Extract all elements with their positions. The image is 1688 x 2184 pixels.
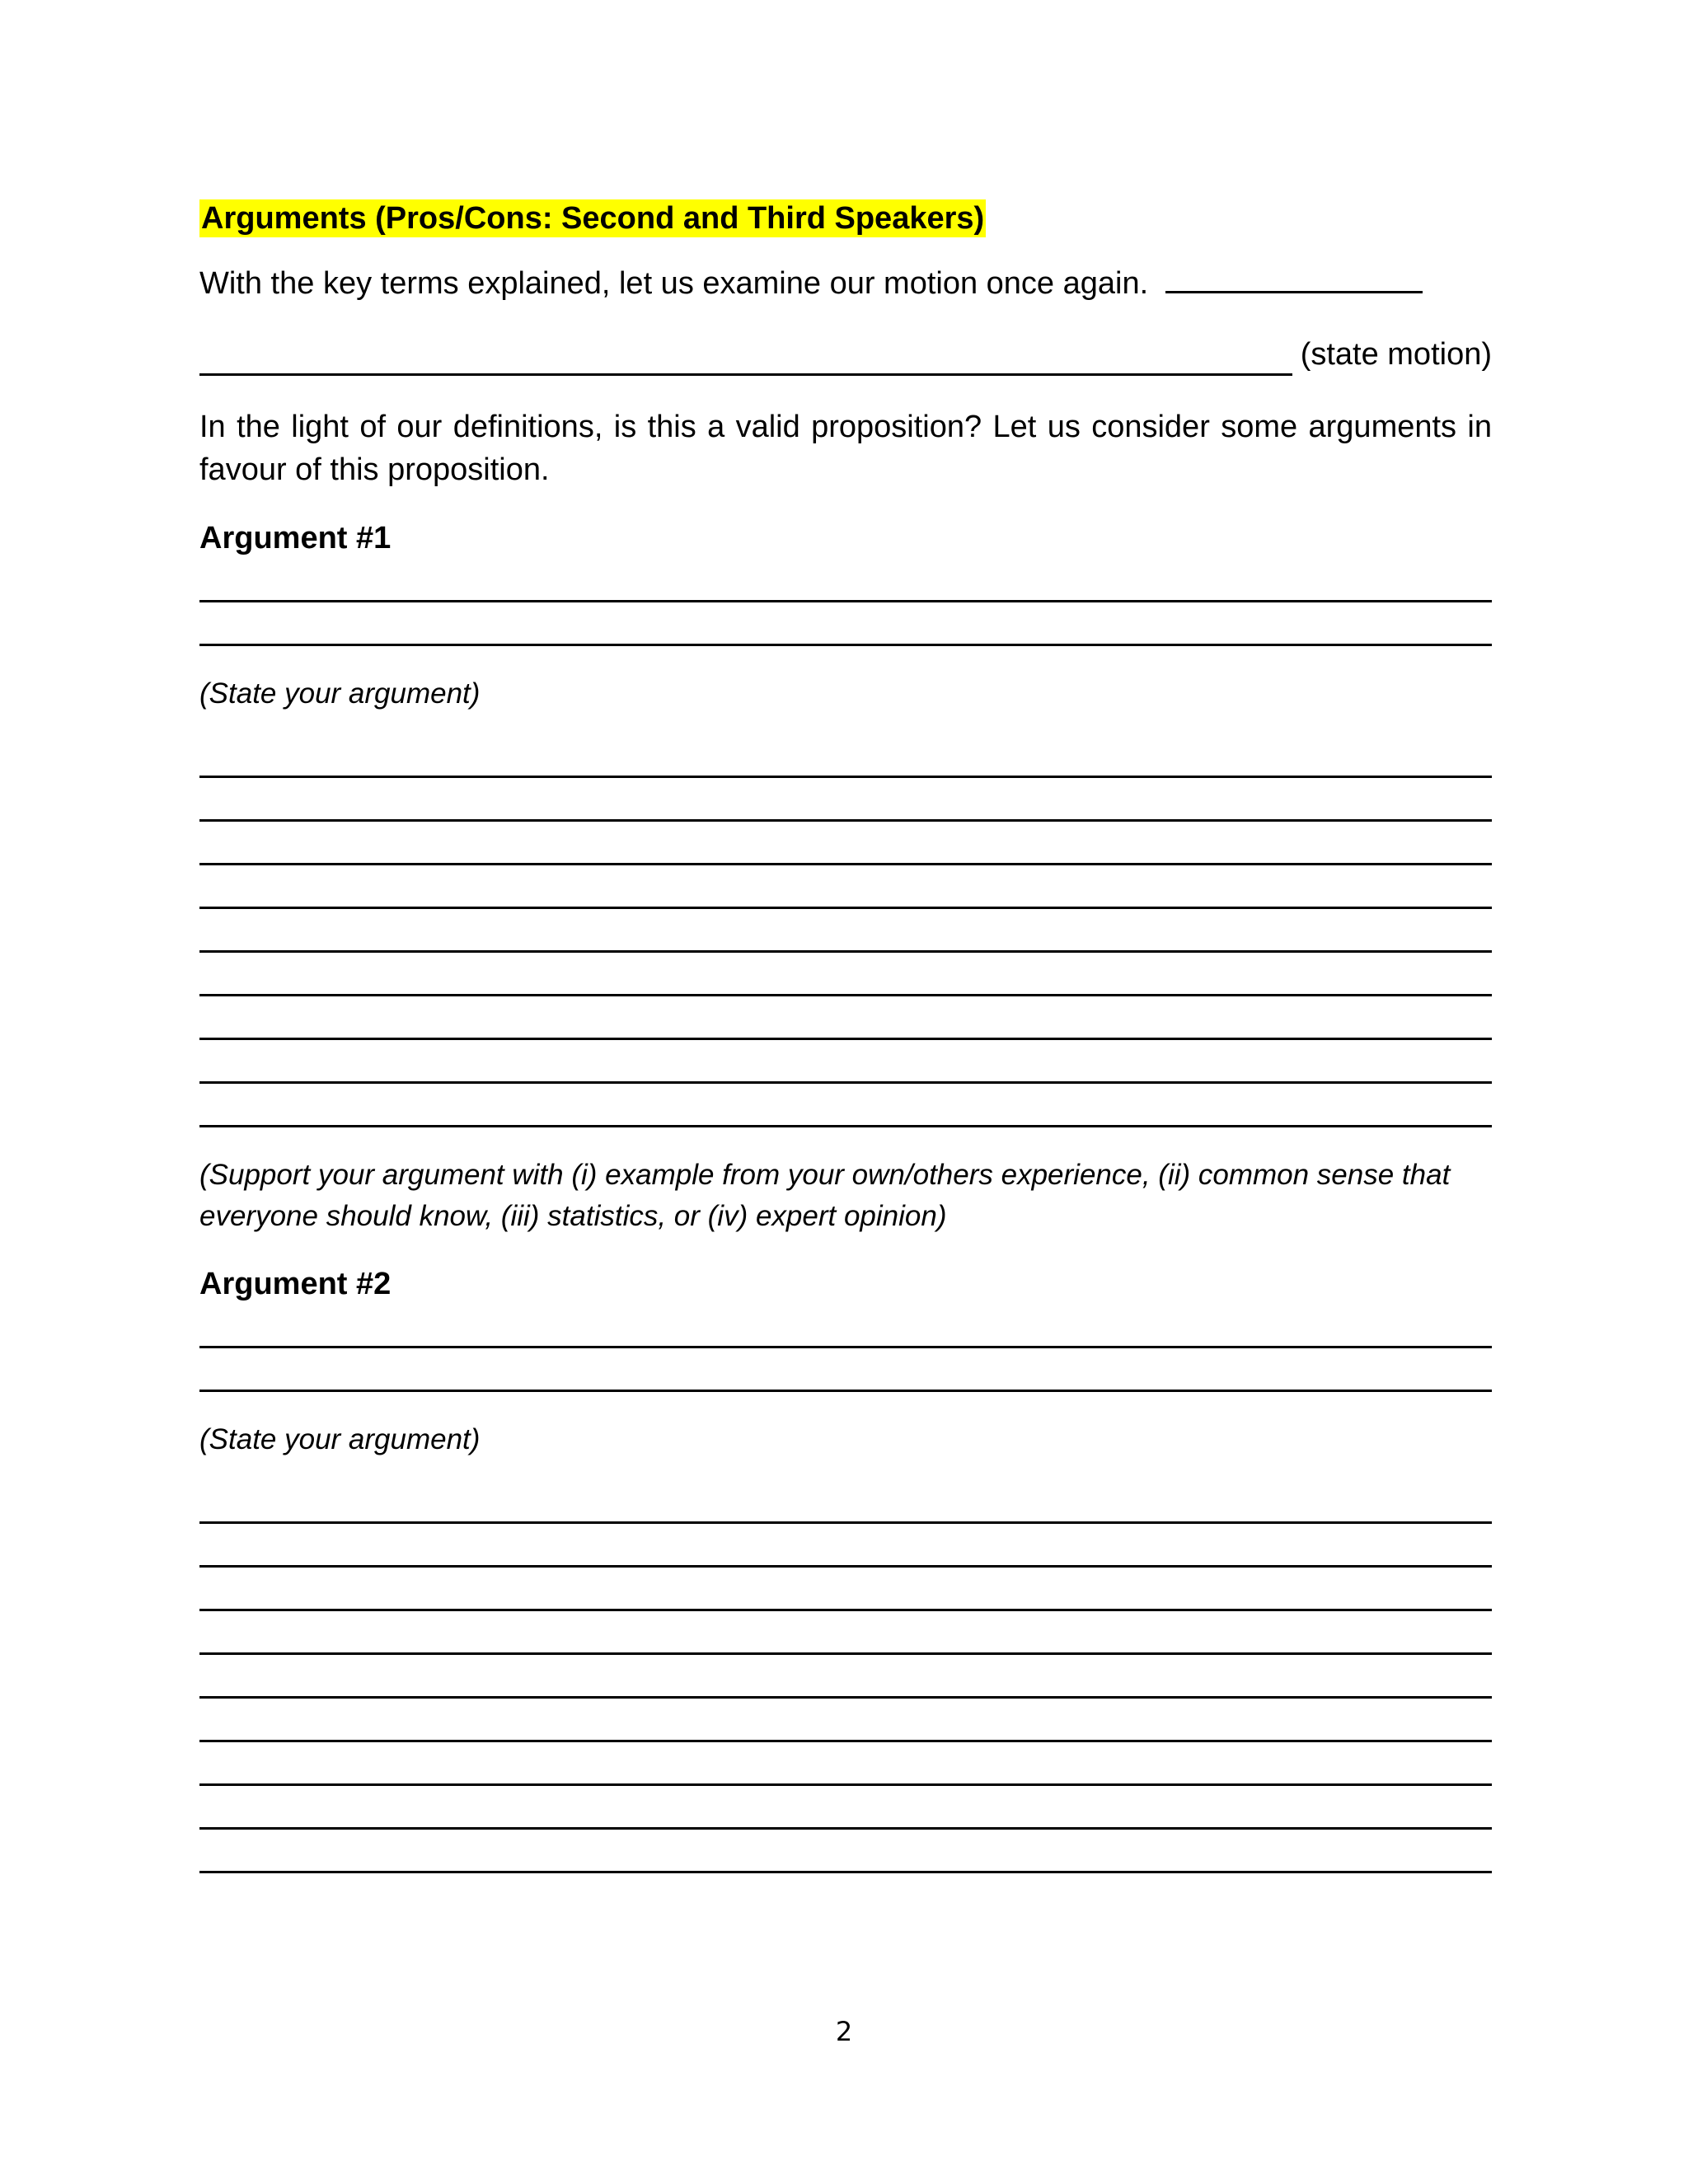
question-paragraph: In the light of our definitions, is this a valid proposition? Let us consider some arguments in favour of this proposition.	[199, 410, 1492, 487]
writing-line[interactable]	[199, 1652, 1492, 1655]
argument-1-state-note: (State your argument)	[199, 677, 481, 710]
page-content	[199, 190, 1492, 1873]
argument-1-support-note: (Support your argument with (i) example from your own/others experience, (ii) common sense that everyone should know, (iii) statistics, or (iv) expert opinion)	[199, 1159, 1451, 1232]
motion-row	[199, 333, 1492, 376]
writing-line[interactable]	[199, 994, 1492, 996]
writing-line[interactable]	[199, 1740, 1492, 1742]
writing-line[interactable]	[199, 600, 1492, 602]
state-motion-label: (state motion)	[1300, 337, 1492, 372]
section-heading-text: Arguments (Pros/Cons: Second and Third Speakers)	[201, 201, 985, 236]
writing-line[interactable]	[199, 1521, 1492, 1524]
writing-line[interactable]	[199, 776, 1492, 778]
writing-line[interactable]	[199, 1390, 1492, 1392]
writing-line[interactable]	[199, 1038, 1492, 1040]
argument-1-title: Argument #1	[199, 521, 392, 555]
argument-1-statement-lines	[199, 600, 1492, 646]
argument-2-support-lines	[199, 1521, 1492, 1873]
writing-line[interactable]	[199, 1565, 1492, 1568]
page-number: 2	[835, 2016, 853, 2047]
writing-line[interactable]	[199, 1783, 1492, 1786]
writing-line[interactable]	[199, 1609, 1492, 1611]
writing-line[interactable]	[199, 907, 1492, 909]
intro-paragraph	[199, 262, 1492, 305]
writing-line[interactable]	[199, 863, 1492, 865]
writing-line[interactable]	[199, 1827, 1492, 1830]
writing-line[interactable]	[199, 1696, 1492, 1699]
intro-text: With the key terms explained, let us examine our motion once again.	[199, 266, 1149, 301]
writing-line[interactable]	[199, 1125, 1492, 1127]
motion-blank-line-1[interactable]	[1165, 266, 1423, 293]
writing-line[interactable]	[199, 644, 1492, 646]
writing-line[interactable]	[199, 1346, 1492, 1348]
section-heading	[199, 198, 1492, 239]
writing-line[interactable]	[199, 819, 1492, 822]
motion-blank-line-2[interactable]	[199, 340, 1292, 376]
argument-2-statement-lines	[199, 1346, 1492, 1392]
writing-line[interactable]	[199, 1871, 1492, 1873]
writing-line[interactable]	[199, 1081, 1492, 1084]
argument-1-support-lines	[199, 776, 1492, 1127]
argument-2-title: Argument #2	[199, 1267, 392, 1301]
writing-line[interactable]	[199, 950, 1492, 953]
argument-2-state-note: (State your argument)	[199, 1423, 481, 1455]
